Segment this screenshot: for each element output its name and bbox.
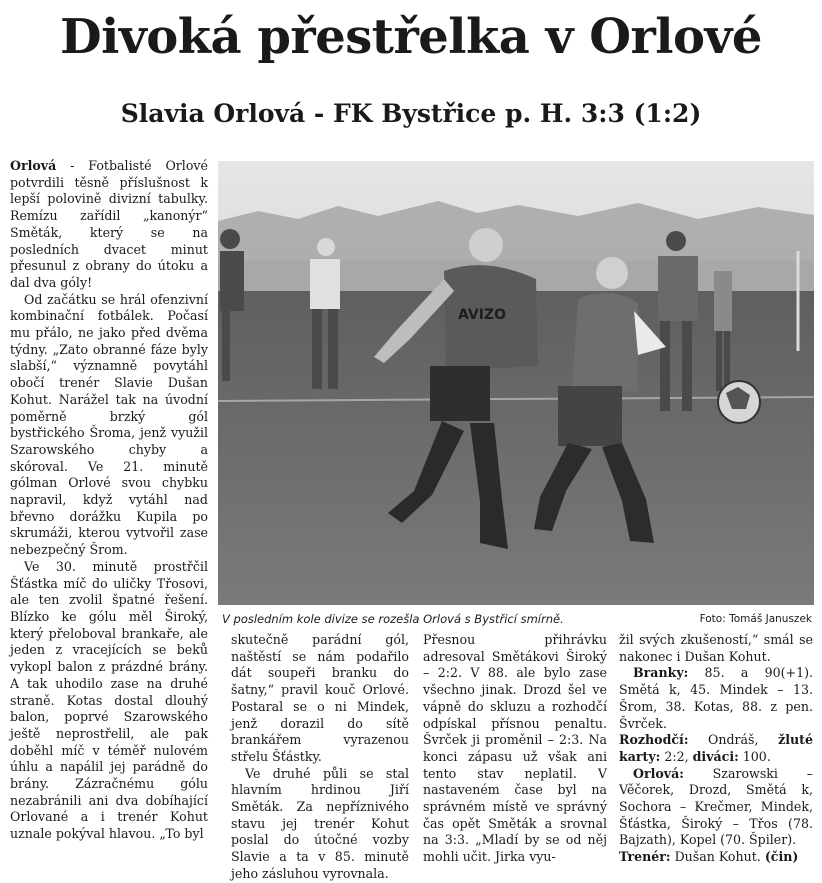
photo-caption: V posledním kole divize se rozešla Orlová s Bystřicí smírně. — [222, 612, 564, 626]
column-1-paragraph-1 — [10, 158, 208, 292]
column-1-paragraph-2: Od začátku se hrál ofenzivní kombinační fotbálek. Počasí mu přálo, ne jako před dvěma týdny. „Zato obranné fáze byly slabší,“ významně povytáhl obočí trenér Slavie Dušan Kohut. Narážel tak na úvodní poměrně brzký gól bystřického Šroma, jenž využil Szarowského chyby a skóroval. Ve 21. minutě gólman Orlové svou chybku napravil, když vytáhl nad břevno dorážku Kupila po skrumáži, kterou vytvořil zase nebezpečný Šrom. — [10, 291, 208, 558]
lineup-label: Orlová: — [633, 765, 684, 781]
referee-text: Ondráš, — [688, 732, 759, 748]
goals-text: 85. a 90(+1). Smětá k, 45. Mindek – 13. Šrom, 38. Kotas, 88. z pen. Švrček. — [619, 665, 813, 731]
match-facts-lineup — [619, 766, 813, 850]
column-3 — [423, 632, 607, 866]
coach-text: Dušan Kohut. — [670, 849, 761, 865]
attendance-label: diváci: — [692, 748, 739, 764]
headline: Divoká přestřelka v Orlové — [60, 9, 762, 65]
column-1-text-1: - Fotbalisté Orlové potvrdili těsně příslušnost k lepší polovině divizní tabulky. Remízu zařídil „kanonýr“ Směták, který se na posledních dvacet minut přesunul z obrany do útoku a dal dva góly! — [10, 158, 208, 290]
column-2-paragraph-1: skutečně parádní gól, naštěstí se nám podařilo dát soupeři branku do šatny,“ pravil kouč Orlové. Postaral se o ni Mindek, jenž dorazil do sítě brankářem vyrazenou střelu Šťástky. — [231, 632, 409, 764]
match-photo — [218, 161, 814, 605]
attendance-text: 100. — [738, 748, 771, 764]
column-2-paragraph-2: Ve druhé půli se stal hlavním hrdinou Jiří Směták. Za nepříznivého stavu jej trenér Kohut poslal do útočné vozby Slavie a ta v 85. minutě jeho zásluhou vyrovnala. — [231, 765, 409, 881]
column-4 — [619, 632, 813, 866]
subheadline: Slavia Orlová - FK Bystřice p. H. 3:3 (1:2) — [120, 99, 702, 128]
shirt-sponsor-text: AVIZO — [458, 307, 506, 323]
goals-label: Branky: — [633, 665, 689, 681]
lineup-text: Szarowski – Věčorek, Drozd, Smětá k, Sochora – Krečmer, Mindek, Šťástka, Široký – Třos (78. Bajzath), Kopel (70. Špiler). — [619, 765, 813, 848]
column-3-paragraph-1: Přesnou přihrávku adresoval Smětákovi Široký – 2:2. V 88. ale bylo zase všechno jinak. Drozd šel ve vápně do skluzu a rozhodčí odpískal přísnou penaltu. Švrček ji proměnil – 2:3. Na konci zápasu už však ani tento stav neplatil. V nastaveném čase byl na správném místě ve správný čas opět Směták a srovnal na 3:3. „Mladí by se od něj mohli učit. Jirka vyu- — [423, 632, 607, 865]
column-1-paragraph-3: Ve 30. minutě prostřčil Šťástka míč do uličky Třosovi, ale ten zvolil špatné řešení. Blízko ke gólu měl Široký, který přeloboval brankaře, ale jeden z vracejících se beků vykopl balon z prázdné brány. A tak uhodilo zase na druhé straně. Kotas dostal dlouhý balon, poprvé Szarowského ještě neprostřelil, ale pak doběhl míč v téměř nulovém úhlu a napálil jej parádně do brány. Zázračnému gólu nezabránili ani dva dobíhající Orlované a i trenér Kohut uznale pokýval hlavou. „To byl — [10, 558, 208, 842]
dateline: Orlová — [10, 158, 57, 173]
match-photo-image — [218, 161, 814, 605]
referee-label: Rozhodčí: — [619, 732, 689, 748]
cards-text: 2:2, — [660, 748, 689, 764]
coach-label: Trenér: — [619, 849, 671, 865]
match-facts-goals — [619, 665, 813, 732]
column-2 — [231, 632, 409, 883]
cards-label: žluté karty: — [619, 732, 813, 764]
match-facts-officials — [619, 732, 813, 765]
author-signature: (čin) — [764, 849, 799, 865]
match-facts-coach — [619, 849, 813, 866]
photo-credit: Foto: Tomáš Januszek — [699, 613, 812, 625]
column-1 — [10, 158, 208, 843]
column-4-paragraph-1: žil svých zkušeností,“ smál se nakonec i Dušan Kohut. — [619, 632, 813, 664]
photo-caption-bar — [218, 610, 814, 628]
